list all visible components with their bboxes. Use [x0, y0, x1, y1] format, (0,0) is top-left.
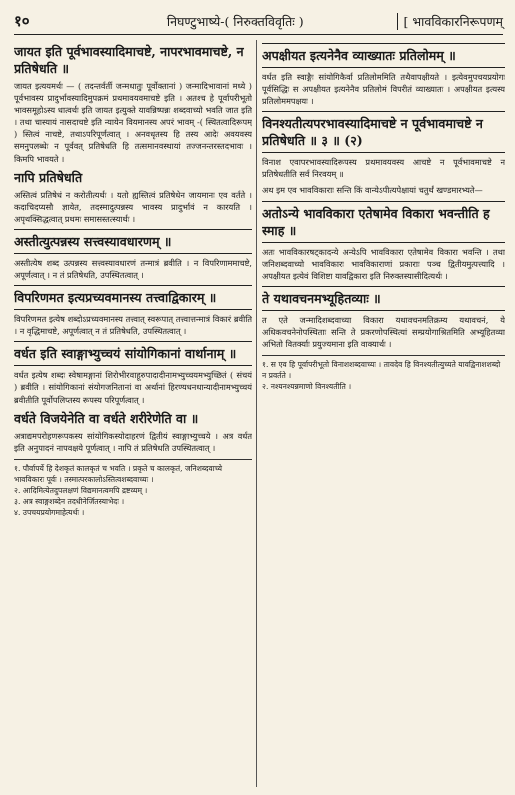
- commentary-paragraph: विपरिणमत इत्येष शब्दोऽप्रच्यवमानस्य तत्त्वात् स्वरूपात् तत्त्वात्तन्मात्रं विकारं ब्रवीति । न वृद्धिमाचष्टे, अपूर्णत्वात् न तं प्रतिषेधति, उपस्थितत्वात् ।: [14, 314, 252, 337]
- commentary-paragraph: जायत इत्ययमर्थः — ( तदन्तर्वर्ती जन्मधातुः पूर्वोक्तानां ) जन्मादिभावानां मध्ये ) पूर्वभावस्य प्रादुर्भावस्यादिमुपक्रमं प्रथमावयवमाचष्टे इति । अतश्च हे पूर्वापरीभूतो भावसमूहोऽस्य धात्वर्थः इति जायत इत्युक्ते यावन्निष्पन्नः शब्दवाच्यो भवति जात इति । तथा चास्यायं नासदाचष्टे इति न्यायेन वियमानस्य अपरं भावम् -( स्थितत्वादिरूपम् ) स्तित्वं नाचष्टे, तथाऽपरिपूर्णत्वात् । अनवधृतस्य हि तस्य आदेः अवयवस्य समनुपलब्धेः न पूर्ववत् प्रतिषेधति हि तत्समानवस्थायां तज्जनन्तरस्तदभावः । किमपि भावयते ।: [14, 81, 252, 164]
- sutra-heading: अस्तीत्युत्पन्नस्य सत्त्वस्यावधारणम् ॥: [14, 229, 252, 254]
- running-title: निघण्टुभाष्ये-( निरुक्तविवृतिः ): [166, 13, 304, 29]
- sutra-heading: अपक्षीयत इत्यनेनैव व्याख्यातः प्रतिलोमम् ॥: [262, 43, 505, 68]
- page-header: [14, 8, 503, 35]
- sutra-heading: अतोऽन्ये भावविकारा एतेषामेव विकारा भवन्तीति ह स्माह ॥: [262, 201, 505, 243]
- sutra-heading: ते यथावचनमभ्यूहितव्याः ॥: [262, 286, 505, 311]
- left-column: [14, 40, 252, 787]
- page-number: १०: [14, 12, 30, 30]
- commentary-paragraph: अतः भावविकारषट्कादन्ये अन्येऽपि भावविकारा एतेषामेव विकारा भवन्ति । तथा जनिशब्दवाच्यो भावविकारः भावविकाराणां प्रकाराः पञ्च द्वितीयमुत्पत्त्यादि । अपक्षीयत इत्येवं विशिष्टा यावद्विकारा इति निरुक्तस्यासीदित्यर्थः ।: [262, 246, 505, 281]
- sutra-heading: विनश्यतीत्यपरभावस्यादिमाचष्टे न पूर्वभावमाचष्टे न प्रतिषेधति ॥ ३ ॥ (२): [262, 111, 505, 153]
- column-divider: [256, 40, 257, 787]
- sutra-heading: वर्धते विजयेनेति वा वर्धते शरीरेणेति वा ॥: [14, 410, 199, 426]
- footnote: १. पौर्वापर्ये हि देशकृतं कालकृतं च भवति । प्रकृते च कालकृतं, जनिशब्दवाच्ये भावविकारः पूर्वः । तस्मात्परकालोऽस्तित्वशब्दवाच्यः ।: [14, 463, 223, 484]
- commentary-paragraph: अस्तित्वं प्रतिषेधं न करोतीत्यर्थः । यतो ह्यस्तित्वं प्रतिषेधेन जायमानः एव वर्तते । कदाचिदप्यसौ ज्ञायेत, तदस्मादुत्पन्नस्य भावस्य प्रादुर्भावं न कारयति । अपृथक्सिद्धत्वात् प्रथमः समासस्तत्स्यार्थः ।: [14, 189, 252, 224]
- footnote: ४. उपचयप्रयोगमाहेत्यर्थः ।: [14, 507, 85, 517]
- footnote: १. स एव हि पूर्वापरीभूतो विनाशशब्दवाच्यः । तावदेव हि विनश्यतीत्युच्यते यावद्विनाशशब्दो न प्रवर्तते ।: [262, 360, 501, 381]
- footnote: ३. अत्र स्वाङ्गशब्देन तदधीनेर्जितस्याभेदः ।: [14, 496, 125, 506]
- footnote-rule: [14, 459, 252, 460]
- sutra-heading: वर्धत इति स्वाङ्गाभ्युच्चयं सांयोगिकानां वार्थानाम् ॥: [14, 341, 252, 366]
- footnote-rule: [262, 355, 505, 356]
- section-title: [ भावविकारनिरूपणम्: [397, 13, 503, 30]
- commentary-paragraph: वर्धत इत्येष शब्दः स्वेषामङ्गानां शिरोभीरवाहूरुपादादीनामभ्युच्चयमभ्युच्छितं ( संचयं ) ब्रवीति । सांयोगिकानां संयोगजनितानां वा अर्थानां हिरण्यधनधान्यादीनामभ्युच्चयं ब्रवीतीति पूर्वोपलिप्तस्य रूपस्य परिपूर्णत्वात् ।: [14, 370, 252, 405]
- footnote: २. नश्यनश्यन्नमाणो विनश्यतीति ।: [262, 382, 352, 392]
- sutra-heading: जायत इति पूर्वभावस्यादिमाचष्टे, नापरभावमाचष्टे, न प्रतिषेधति ॥: [14, 44, 244, 76]
- commentary-paragraph: त एते जन्मादिशब्दवाच्या विकारा यथावचनमतिक्रम्य यथावचनं, ये अधिकवचनेनोपस्थिताः सन्ति ते प्रकरणोपस्थित्यां सम्प्रयोगाश्रितमिति अभ्यूहितव्या अभितो वितर्क्याः प्रयुज्यमाना इति वाक्यार्थः ।: [262, 314, 505, 350]
- sutra-heading: विपरिणमत इत्यप्रच्यवमानस्य तत्त्वाद्विकारम् ॥: [14, 285, 252, 310]
- commentary-paragraph: अत्राद्यमपरोहणरूपकस्य सांयोगिकस्योदाहरणं द्वितीयं स्वाङ्गाभ्युच्चये । अत्र वर्धत इति अनुपादनं नापवक्षये पूर्णत्वात् । नापि तं प्रतिषेधति उपस्थितत्वात् ।: [14, 430, 252, 453]
- sutra-phrase: नापि प्रतिषेधति: [14, 169, 83, 185]
- commentary-paragraph: अथ इम एव भावविकाराः सन्ति किं वान्येऽपीत्यपेक्षायां चतुर्थं खण्डमारभ्यते—: [262, 185, 483, 196]
- commentary-paragraph: अस्तीत्येष शब्द उत्पन्नस्य सत्त्वस्यावधारणं तन्मात्रं ब्रवीति । न विपरिणाममाचष्टे, अपूर्णत्वात् । न तं प्रतिषेधति, उपस्थितत्वात् ।: [14, 257, 252, 281]
- right-column: [262, 40, 505, 787]
- commentary-paragraph: वर्धत इति स्वाङ्गैः सांयोगिकैर्वा प्रतिलोममिति तथैवापक्षीयते । इत्येवमुपचयप्रयोगः पूर्वसिद्धिः स अपक्षीयत इत्यनेनैव प्रतिलोमं विपरीतं व्याख्यातः । अपक्षीयत इत्यस्य प्रतिलोममपक्षयः ।: [262, 72, 505, 107]
- footnote: २. आदिमित्येतदुपलक्षणं विद्यमानत्वमपि द्रष्टव्यम् ।: [14, 485, 148, 495]
- commentary-paragraph: विनाश एवापरभावस्यादिरूपस्य प्रथमावयवस्य आचष्टे न पूर्वभावमाचष्टे न प्रतिषेधतीति सर्व निरवयम् ॥: [262, 157, 505, 180]
